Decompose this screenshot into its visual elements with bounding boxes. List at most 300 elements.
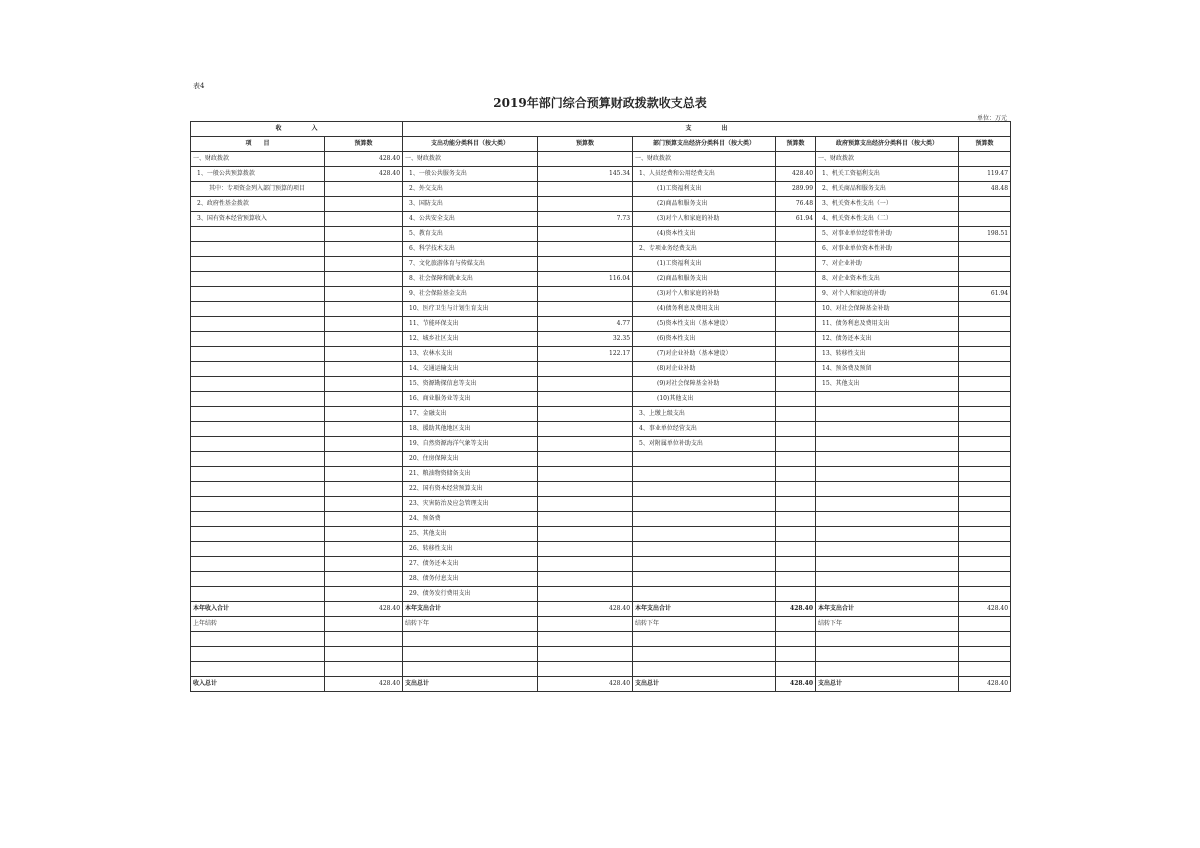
- amount-cell: [776, 362, 816, 377]
- item-cell: 1、人员经费和公用经费支出: [633, 167, 776, 182]
- item-cell: 支出总计: [633, 676, 776, 691]
- amount-cell: [538, 287, 633, 302]
- column-header: 预算数: [325, 137, 403, 152]
- table-row: [191, 347, 1011, 362]
- amount-cell: [959, 197, 1011, 212]
- item-cell: [191, 572, 325, 587]
- amount-cell: 428.40: [538, 602, 633, 617]
- item-cell: [191, 347, 325, 362]
- amount-cell: [538, 422, 633, 437]
- amount-cell: [776, 527, 816, 542]
- amount-cell: [959, 452, 1011, 467]
- item-cell: [816, 407, 959, 422]
- item-cell: 其中：专项资金列入部门预算的项目: [191, 182, 325, 197]
- item-cell: [816, 482, 959, 497]
- amount-cell: [325, 572, 403, 587]
- item-cell: [633, 497, 776, 512]
- table-row: [191, 242, 1011, 257]
- table-row: [191, 392, 1011, 407]
- column-header: 预算数: [776, 137, 816, 152]
- amount-cell: [776, 242, 816, 257]
- item-cell: 19、自然资源海洋气象等支出: [403, 437, 538, 452]
- item-cell: [633, 452, 776, 467]
- amount-cell: [538, 632, 633, 647]
- item-cell: 一、财政拨款: [403, 152, 538, 167]
- item-cell: [191, 467, 325, 482]
- amount-cell: 428.40: [959, 602, 1011, 617]
- item-cell: 结转下年: [403, 617, 538, 632]
- item-cell: 6、科学技术支出: [403, 242, 538, 257]
- item-cell: [816, 542, 959, 557]
- amount-cell: [776, 497, 816, 512]
- item-cell: (2)商品和服务支出: [633, 272, 776, 287]
- amount-cell: 289.99: [776, 182, 816, 197]
- item-cell: [633, 512, 776, 527]
- amount-cell: [538, 646, 633, 661]
- item-cell: 收入总计: [191, 676, 325, 691]
- item-cell: [816, 467, 959, 482]
- item-cell: (3)对个人和家庭的补助: [633, 287, 776, 302]
- item-cell: [633, 661, 776, 676]
- item-cell: [816, 572, 959, 587]
- item-cell: 9、社会保险基金支出: [403, 287, 538, 302]
- item-cell: [633, 557, 776, 572]
- item-cell: 本年支出合计: [816, 602, 959, 617]
- item-cell: 24、预备费: [403, 512, 538, 527]
- amount-cell: [538, 182, 633, 197]
- amount-cell: [776, 347, 816, 362]
- item-cell: [191, 482, 325, 497]
- amount-cell: [959, 527, 1011, 542]
- item-cell: 8、社会保障和就业支出: [403, 272, 538, 287]
- item-cell: [816, 527, 959, 542]
- item-cell: 一、财政拨款: [191, 152, 325, 167]
- item-cell: [191, 646, 325, 661]
- item-cell: [633, 482, 776, 497]
- amount-cell: [959, 542, 1011, 557]
- column-header: 预算数: [538, 137, 633, 152]
- item-cell: [191, 362, 325, 377]
- item-cell: 支出总计: [816, 676, 959, 691]
- item-cell: 4、公共安全支出: [403, 212, 538, 227]
- amount-cell: [325, 257, 403, 272]
- item-cell: [816, 512, 959, 527]
- amount-cell: [959, 422, 1011, 437]
- item-cell: (10)其他支出: [633, 392, 776, 407]
- item-cell: 21、粮油物资储备支出: [403, 467, 538, 482]
- column-header-row: [191, 137, 1011, 152]
- item-cell: 16、商业服务业等支出: [403, 392, 538, 407]
- table-row: [191, 437, 1011, 452]
- item-cell: (4)债务利息及费用支出: [633, 302, 776, 317]
- item-cell: [191, 557, 325, 572]
- amount-cell: [959, 632, 1011, 647]
- item-cell: 3、国防支出: [403, 197, 538, 212]
- item-cell: [191, 407, 325, 422]
- amount-cell: 428.40: [776, 602, 816, 617]
- item-cell: 3、上缴上级支出: [633, 407, 776, 422]
- item-cell: 一、财政拨款: [816, 152, 959, 167]
- amount-cell: [959, 497, 1011, 512]
- table-row: [191, 617, 1011, 632]
- table-row: [191, 377, 1011, 392]
- amount-cell: [538, 467, 633, 482]
- column-header: 预算数: [959, 137, 1011, 152]
- amount-cell: [325, 527, 403, 542]
- amount-cell: [959, 332, 1011, 347]
- amount-cell: 116.04: [538, 272, 633, 287]
- table-row: [191, 182, 1011, 197]
- item-cell: 29、债务发行费用支出: [403, 587, 538, 602]
- amount-cell: [776, 512, 816, 527]
- amount-cell: [776, 617, 816, 632]
- item-cell: (4)资本性支出: [633, 227, 776, 242]
- item-cell: (6)资本性支出: [633, 332, 776, 347]
- item-cell: 2、机关商品和服务支出: [816, 182, 959, 197]
- column-header: 项 目: [191, 137, 325, 152]
- unit-label: 单位：万元: [976, 115, 1007, 122]
- table-row: [191, 482, 1011, 497]
- amount-cell: [325, 332, 403, 347]
- amount-cell: [959, 377, 1011, 392]
- amount-cell: [325, 512, 403, 527]
- amount-cell: [538, 302, 633, 317]
- item-cell: 本年支出合计: [403, 602, 538, 617]
- amount-cell: 76.48: [776, 197, 816, 212]
- amount-cell: [325, 437, 403, 452]
- item-cell: [403, 661, 538, 676]
- amount-cell: [959, 347, 1011, 362]
- table-row: [191, 407, 1011, 422]
- amount-cell: [325, 182, 403, 197]
- item-cell: 3、机关资本性支出（一）: [816, 197, 959, 212]
- amount-cell: [538, 542, 633, 557]
- item-cell: [191, 227, 325, 242]
- page-title: 2019年部门综合预算财政拨款收支总表: [493, 96, 707, 110]
- item-cell: 9、对个人和家庭的补助: [816, 287, 959, 302]
- table-row: [191, 212, 1011, 227]
- column-header: 政府预算支出经济分类科目（按大类）: [816, 137, 959, 152]
- amount-cell: 428.40: [776, 676, 816, 691]
- amount-cell: [325, 227, 403, 242]
- amount-cell: [538, 572, 633, 587]
- item-cell: (9)对社会保障基金补助: [633, 377, 776, 392]
- table-row: [191, 287, 1011, 302]
- amount-cell: [776, 587, 816, 602]
- item-cell: 7、文化旅游体育与传媒支出: [403, 257, 538, 272]
- item-cell: 本年收入合计: [191, 602, 325, 617]
- amount-cell: [538, 257, 633, 272]
- amount-cell: [325, 452, 403, 467]
- item-cell: [191, 257, 325, 272]
- amount-cell: [325, 557, 403, 572]
- item-cell: [191, 317, 325, 332]
- amount-cell: [538, 452, 633, 467]
- item-cell: 1、机关工资福利支出: [816, 167, 959, 182]
- table-row: [191, 557, 1011, 572]
- amount-cell: [959, 212, 1011, 227]
- item-cell: [633, 467, 776, 482]
- table-row: [191, 602, 1011, 617]
- item-cell: 11、债务利息及费用支出: [816, 317, 959, 332]
- item-cell: [191, 422, 325, 437]
- amount-cell: [959, 587, 1011, 602]
- amount-cell: [776, 257, 816, 272]
- amount-cell: [538, 617, 633, 632]
- item-cell: [191, 302, 325, 317]
- amount-cell: [325, 287, 403, 302]
- table-row: [191, 542, 1011, 557]
- amount-cell: [959, 437, 1011, 452]
- item-cell: [816, 646, 959, 661]
- item-cell: (2)商品和服务支出: [633, 197, 776, 212]
- table-row: [191, 587, 1011, 602]
- item-cell: [191, 542, 325, 557]
- amount-cell: 428.40: [325, 602, 403, 617]
- amount-cell: [959, 152, 1011, 167]
- item-cell: (8)对企业补助: [633, 362, 776, 377]
- table-row: [191, 572, 1011, 587]
- table-row: [191, 317, 1011, 332]
- item-cell: 1、一般公共预算拨款: [191, 167, 325, 182]
- item-cell: (5)资本性支出（基本建设）: [633, 317, 776, 332]
- item-cell: 上年结转: [191, 617, 325, 632]
- amount-cell: 32.35: [538, 332, 633, 347]
- amount-cell: [776, 392, 816, 407]
- amount-cell: [538, 497, 633, 512]
- item-cell: 10、医疗卫生与计划生育支出: [403, 302, 538, 317]
- item-cell: [633, 587, 776, 602]
- table-row: [191, 257, 1011, 272]
- item-cell: [191, 527, 325, 542]
- amount-cell: 428.40: [325, 152, 403, 167]
- amount-cell: [776, 661, 816, 676]
- amount-cell: [776, 302, 816, 317]
- item-cell: 3、国有资本经营预算收入: [191, 212, 325, 227]
- amount-cell: [776, 287, 816, 302]
- column-header: 支出功能分类科目（按大类）: [403, 137, 538, 152]
- table-row: [191, 332, 1011, 347]
- amount-cell: [538, 527, 633, 542]
- table-row: [191, 422, 1011, 437]
- item-cell: [816, 452, 959, 467]
- item-cell: [191, 661, 325, 676]
- table-row: [191, 467, 1011, 482]
- amount-cell: [959, 646, 1011, 661]
- item-cell: (1)工资福利支出: [633, 182, 776, 197]
- item-cell: 23、灾害防治及应急管理支出: [403, 497, 538, 512]
- amount-cell: [325, 617, 403, 632]
- amount-cell: [959, 272, 1011, 287]
- amount-cell: [538, 242, 633, 257]
- table-row: [191, 497, 1011, 512]
- item-cell: 14、预备费及预留: [816, 362, 959, 377]
- item-cell: 17、金融支出: [403, 407, 538, 422]
- amount-cell: 428.40: [325, 676, 403, 691]
- table-row: [191, 152, 1011, 167]
- amount-cell: [776, 452, 816, 467]
- amount-cell: 61.94: [776, 212, 816, 227]
- item-cell: 结转下年: [633, 617, 776, 632]
- amount-cell: 122.17: [538, 347, 633, 362]
- item-cell: [816, 587, 959, 602]
- item-cell: [191, 632, 325, 647]
- item-cell: [816, 422, 959, 437]
- item-cell: 15、资源勘探信息等支出: [403, 377, 538, 392]
- amount-cell: 428.40: [325, 167, 403, 182]
- item-cell: [191, 437, 325, 452]
- item-cell: 20、住房保障支出: [403, 452, 538, 467]
- amount-cell: [959, 467, 1011, 482]
- amount-cell: [538, 197, 633, 212]
- item-cell: 4、事业单位经营支出: [633, 422, 776, 437]
- amount-cell: [325, 272, 403, 287]
- item-cell: 5、对附属单位补助支出: [633, 437, 776, 452]
- amount-cell: 48.48: [959, 182, 1011, 197]
- item-cell: 6、对事业单位资本性补助: [816, 242, 959, 257]
- item-cell: [191, 452, 325, 467]
- amount-cell: [959, 557, 1011, 572]
- amount-cell: [776, 557, 816, 572]
- amount-cell: [325, 212, 403, 227]
- item-cell: 支出总计: [403, 676, 538, 691]
- item-cell: 12、债务还本支出: [816, 332, 959, 347]
- amount-cell: [776, 227, 816, 242]
- amount-cell: 198.51: [959, 227, 1011, 242]
- amount-cell: [538, 362, 633, 377]
- amount-cell: [959, 407, 1011, 422]
- amount-cell: [776, 632, 816, 647]
- table-row: [191, 646, 1011, 661]
- group-header-row: [191, 122, 1011, 137]
- table-row: [191, 167, 1011, 182]
- table-row: [191, 452, 1011, 467]
- amount-cell: [325, 317, 403, 332]
- item-cell: [403, 646, 538, 661]
- amount-cell: [959, 661, 1011, 676]
- amount-cell: [538, 437, 633, 452]
- item-cell: 4、机关资本性支出（二）: [816, 212, 959, 227]
- amount-cell: [959, 512, 1011, 527]
- item-cell: [191, 332, 325, 347]
- table-row: [191, 632, 1011, 647]
- table-row: [191, 661, 1011, 676]
- income-group-header: 收 入: [191, 122, 403, 137]
- amount-cell: [325, 377, 403, 392]
- amount-cell: [325, 407, 403, 422]
- amount-cell: [959, 362, 1011, 377]
- item-cell: [633, 632, 776, 647]
- item-cell: [191, 377, 325, 392]
- amount-cell: [325, 646, 403, 661]
- table-row: [191, 302, 1011, 317]
- item-cell: [191, 272, 325, 287]
- item-cell: 7、对企业补助: [816, 257, 959, 272]
- item-cell: [816, 392, 959, 407]
- amount-cell: [776, 437, 816, 452]
- amount-cell: [776, 422, 816, 437]
- amount-cell: [776, 332, 816, 347]
- amount-cell: [776, 572, 816, 587]
- amount-cell: [538, 557, 633, 572]
- amount-cell: [959, 392, 1011, 407]
- column-header: 部门预算支出经济分类科目（按大类）: [633, 137, 776, 152]
- amount-cell: 428.40: [538, 676, 633, 691]
- amount-cell: [776, 272, 816, 287]
- item-cell: 2、政府性基金拨款: [191, 197, 325, 212]
- item-cell: 12、城乡社区支出: [403, 332, 538, 347]
- item-cell: [191, 497, 325, 512]
- amount-cell: [538, 407, 633, 422]
- amount-cell: [538, 227, 633, 242]
- item-cell: [191, 587, 325, 602]
- item-cell: 13、农林水支出: [403, 347, 538, 362]
- item-cell: 18、援助其他地区支出: [403, 422, 538, 437]
- amount-cell: [959, 242, 1011, 257]
- amount-cell: [959, 482, 1011, 497]
- amount-cell: 428.40: [959, 676, 1011, 691]
- item-cell: [403, 632, 538, 647]
- table-row: [191, 676, 1011, 691]
- amount-cell: [325, 587, 403, 602]
- item-cell: 本年支出合计: [633, 602, 776, 617]
- table-row: [191, 362, 1011, 377]
- amount-cell: [776, 377, 816, 392]
- item-cell: 2、专项业务经费支出: [633, 242, 776, 257]
- amount-cell: [325, 392, 403, 407]
- amount-cell: [538, 152, 633, 167]
- item-cell: [816, 632, 959, 647]
- item-cell: 5、对事业单位经常性补助: [816, 227, 959, 242]
- item-cell: 一、财政拨款: [633, 152, 776, 167]
- item-cell: [191, 287, 325, 302]
- item-cell: 13、转移性支出: [816, 347, 959, 362]
- amount-cell: [325, 632, 403, 647]
- amount-cell: [538, 392, 633, 407]
- amount-cell: [776, 646, 816, 661]
- amount-cell: [325, 661, 403, 676]
- amount-cell: [325, 362, 403, 377]
- amount-cell: [538, 661, 633, 676]
- amount-cell: [538, 482, 633, 497]
- table-row: [191, 197, 1011, 212]
- item-cell: 8、对企业资本性支出: [816, 272, 959, 287]
- item-cell: 28、债务付息支出: [403, 572, 538, 587]
- item-cell: [633, 542, 776, 557]
- amount-cell: [538, 377, 633, 392]
- amount-cell: [959, 257, 1011, 272]
- item-cell: 22、国有资本经营预算支出: [403, 482, 538, 497]
- amount-cell: [325, 197, 403, 212]
- item-cell: [633, 572, 776, 587]
- amount-cell: [776, 407, 816, 422]
- amount-cell: [325, 347, 403, 362]
- item-cell: [633, 527, 776, 542]
- amount-cell: [959, 302, 1011, 317]
- expense-group-header: 支 出: [403, 122, 1011, 137]
- amount-cell: [776, 317, 816, 332]
- amount-cell: [959, 617, 1011, 632]
- item-cell: [816, 557, 959, 572]
- amount-cell: [538, 587, 633, 602]
- item-cell: 15、其他支出: [816, 377, 959, 392]
- amount-cell: [325, 422, 403, 437]
- table-row: [191, 227, 1011, 242]
- item-cell: [816, 497, 959, 512]
- item-cell: [633, 646, 776, 661]
- item-cell: 14、交通运输支出: [403, 362, 538, 377]
- table-row: [191, 272, 1011, 287]
